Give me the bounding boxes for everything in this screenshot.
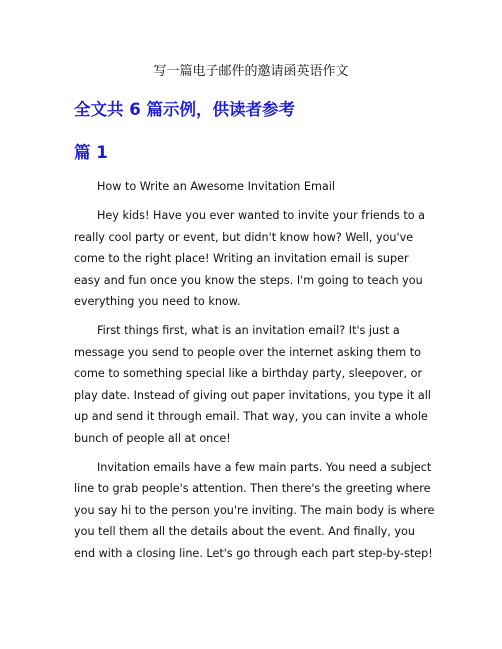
section-label: 篇 1	[74, 143, 108, 162]
paragraph-3: Invitation emails have a few main parts. You need a subject line to grab people's attention. Then there's the greeting where you say hi to the person you're inviting. The main body is where you tell them all the details about the event. And finally, you end with a closing line. Let's go through each part step-by-step!	[74, 460, 435, 560]
document-title: 写一篇电子邮件的邀请函英语作文	[153, 64, 349, 79]
paragraph-1: Hey kids! Have you ever wanted to invite your friends to a really cool party or event, but didn't know how? Well, you've come to the right place! Writing an invitation email is super easy and fun once you know the steps. I'm going to teach you everything you need to know.	[74, 209, 426, 308]
document-subtitle: 全文共 6 篇示例，供读者参考	[74, 100, 295, 119]
essay-title: How to Write an Awesome Invitation Email	[97, 180, 335, 193]
essay-body	[74, 176, 436, 572]
paragraph-2: First things first, what is an invitation email? It's just a message you send to people over the internet asking them to come to something special like a birthday party, sleepover, or play date. Instead of giving out paper invitations, you type it all up and send it through email. That way, you can invite a whole bunch of people all at once!	[74, 324, 431, 445]
